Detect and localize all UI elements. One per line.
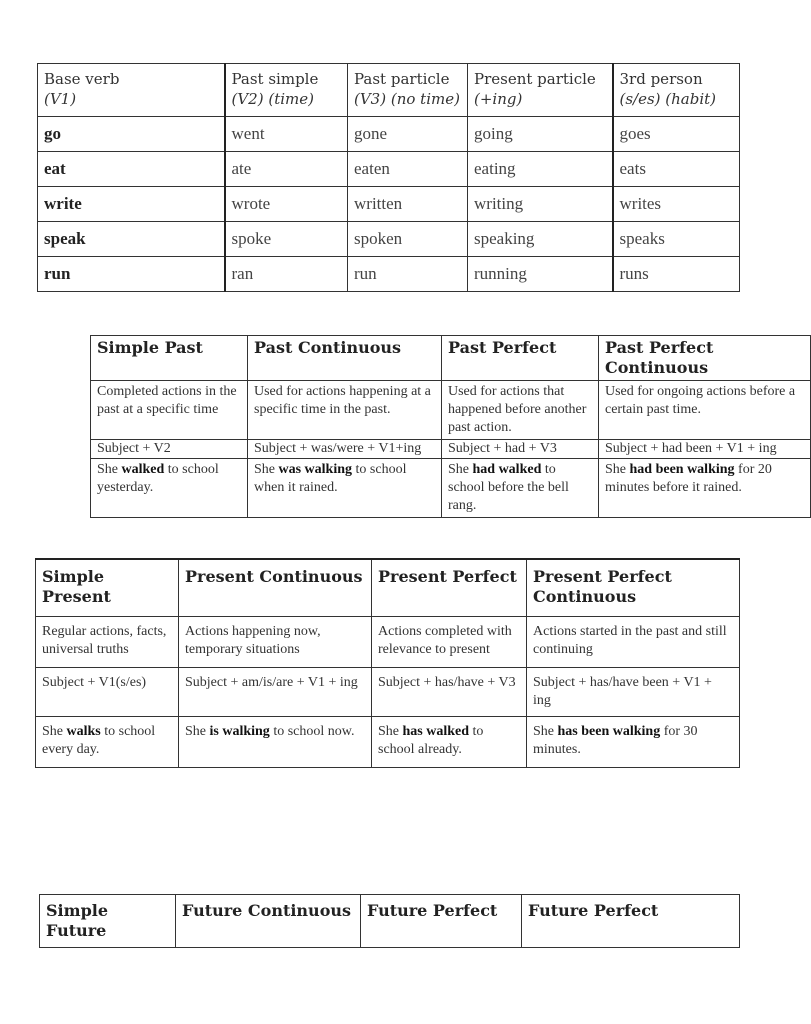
example-row <box>36 717 740 768</box>
header-past-continuous: Past Continuous <box>248 336 442 381</box>
table-cell: eating <box>468 152 613 187</box>
table-cell: write <box>38 187 225 222</box>
header-base-verb: Base verb (V1) <box>38 64 225 117</box>
formula-cell: Subject + has/have been + V1 + ing <box>527 668 740 717</box>
table-cell: writing <box>468 187 613 222</box>
formula-cell: Subject + had been + V1 + ing <box>599 440 811 459</box>
table-header-row <box>36 559 740 617</box>
table-cell: going <box>468 117 613 152</box>
usage-cell: Actions happening now, temporary situations <box>179 617 372 668</box>
usage-cell: Actions started in the past and still continuing <box>527 617 740 668</box>
future-tenses-table <box>39 894 740 948</box>
usage-row <box>36 617 740 668</box>
header-future-continuous: Future Continuous <box>176 895 361 948</box>
table-row <box>38 257 740 292</box>
header-present-perfect-continuous: Present Perfect Continuous <box>527 559 740 617</box>
table-header-row <box>38 64 740 117</box>
example-cell: She was walking to school when it rained. <box>248 459 442 518</box>
formula-cell: Subject + V2 <box>91 440 248 459</box>
header-past-simple: Past simple (V2) (time) <box>225 64 348 117</box>
usage-cell: Completed actions in the past at a specific time <box>91 381 248 440</box>
formula-cell: Subject + has/have + V3 <box>372 668 527 717</box>
table-header-row <box>91 336 811 381</box>
table-cell: eat <box>38 152 225 187</box>
header-simple-future: Simple Future <box>40 895 176 948</box>
present-tenses-table <box>35 558 740 768</box>
table-row <box>38 222 740 257</box>
table-header-row <box>40 895 740 948</box>
table-cell: speak <box>38 222 225 257</box>
formula-cell: Subject + V1(s/es) <box>36 668 179 717</box>
formula-cell: Subject + am/is/are + V1 + ing <box>179 668 372 717</box>
example-cell: She walks to school every day. <box>36 717 179 768</box>
header-past-perfect-continuous: Past Perfect Continuous <box>599 336 811 381</box>
formula-cell: Subject + had + V3 <box>442 440 599 459</box>
table-cell: goes <box>613 117 740 152</box>
table-cell: eaten <box>348 152 468 187</box>
header-simple-past: Simple Past <box>91 336 248 381</box>
header-present-particle: Present particle (+ing) <box>468 64 613 117</box>
table-cell: writes <box>613 187 740 222</box>
formula-row <box>36 668 740 717</box>
example-cell: She had walked to school before the bell rang. <box>442 459 599 518</box>
example-row <box>91 459 811 518</box>
header-third-person: 3rd person (s/es) (habit) <box>613 64 740 117</box>
usage-cell: Actions completed with relevance to present <box>372 617 527 668</box>
header-simple-present: Simple Present <box>36 559 179 617</box>
table-cell: went <box>225 117 348 152</box>
formula-cell: Subject + was/were + V1+ing <box>248 440 442 459</box>
example-cell: She walked to school yesterday. <box>91 459 248 518</box>
table-row <box>38 152 740 187</box>
header-future-perfect-2: Future Perfect <box>522 895 740 948</box>
table-cell: runs <box>613 257 740 292</box>
table-cell: speaks <box>613 222 740 257</box>
example-cell: She has walked to school already. <box>372 717 527 768</box>
usage-row <box>91 381 811 440</box>
usage-cell: Used for actions happening at a specific time in the past. <box>248 381 442 440</box>
table-cell: ran <box>225 257 348 292</box>
usage-cell: Used for actions that happened before another past action. <box>442 381 599 440</box>
header-present-perfect: Present Perfect <box>372 559 527 617</box>
usage-cell: Used for ongoing actions before a certain past time. <box>599 381 811 440</box>
table-row <box>38 187 740 222</box>
table-cell: written <box>348 187 468 222</box>
table-cell: spoke <box>225 222 348 257</box>
formula-row <box>91 440 811 459</box>
header-past-perfect: Past Perfect <box>442 336 599 381</box>
table-cell: ate <box>225 152 348 187</box>
table-cell: spoken <box>348 222 468 257</box>
table-cell: running <box>468 257 613 292</box>
example-cell: She has been walking for 30 minutes. <box>527 717 740 768</box>
example-cell: She is walking to school now. <box>179 717 372 768</box>
table-cell: run <box>38 257 225 292</box>
table-cell: speaking <box>468 222 613 257</box>
table-cell: gone <box>348 117 468 152</box>
header-past-particle: Past particle (V3) (no time) <box>348 64 468 117</box>
header-future-perfect: Future Perfect <box>361 895 522 948</box>
table-cell: run <box>348 257 468 292</box>
header-present-continuous: Present Continuous <box>179 559 372 617</box>
usage-cell: Regular actions, facts, universal truths <box>36 617 179 668</box>
past-tenses-table <box>90 335 811 518</box>
example-cell: She had been walking for 20 minutes before it rained. <box>599 459 811 518</box>
verb-forms-table <box>37 63 740 292</box>
table-cell: wrote <box>225 187 348 222</box>
table-row <box>38 117 740 152</box>
table-cell: go <box>38 117 225 152</box>
table-cell: eats <box>613 152 740 187</box>
